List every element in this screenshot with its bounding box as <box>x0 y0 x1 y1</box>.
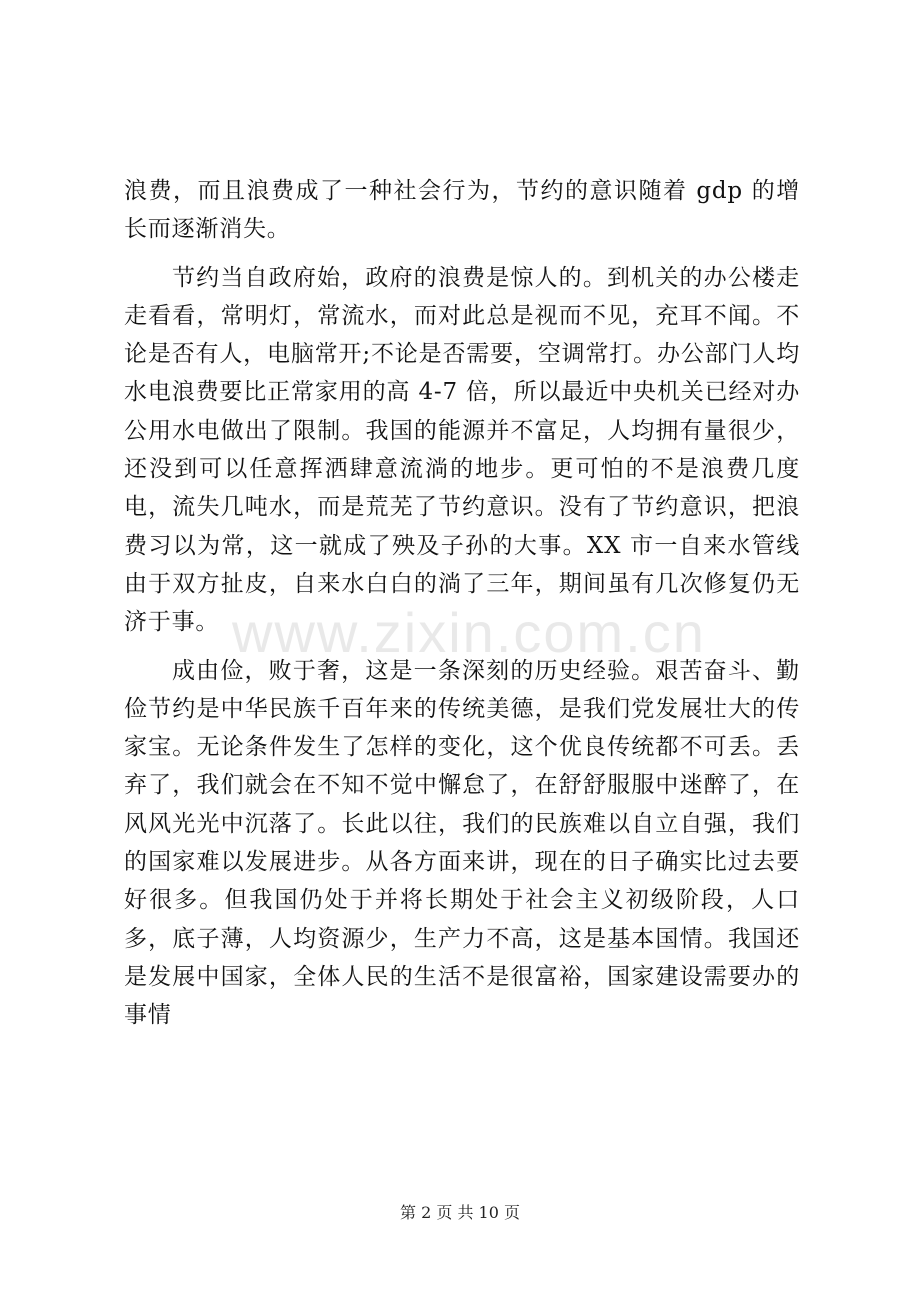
watermark: www.zixin.com.cn <box>232 601 706 664</box>
paragraph-3: 成由俭，败于奢，这是一条深刻的历史经验。艰苦奋斗、勤俭节约是中华民族千百年来的传统美德，是我们党发展壮大的传家宝。无论条件发生了怎样的变化，这个优良传统都不可丢。丢弃了，我们就会在不知不觉中懈怠了，在舒舒服服中迷醉了，在风风光光中沉落了。长此以往，我们的民族难以自立自强，我们的国家难以发展进步。从各方面来讲，现在的日子确实比过去要好很多。但我国仍处于并将长期处于社会主义初级阶段，人口多，底子薄，人均资源少，生产力不高，这是基本国情。我国还是发展中国家，全体人民的生活不是很富裕，国家建设需要办的事情 <box>124 657 800 1029</box>
paragraph-2: 节约当自政府始，政府的浪费是惊人的。到机关的办公楼走走看看，常明灯，常流水，而对此总是视而不见，充耳不闻。不论是否有人，电脑常开;不论是否需要，空调常打。办公部门人均水电浪费要比正常家用的高 4-7 倍，所以最近中央机关已经对办公用水电做出了限制。我国的能源并不富足，人均拥有量很少，还没到可以任意挥洒肆意流淌的地步。更可怕的不是浪费几度电，流失几吨水，而是荒芜了节约意识。没有了节约意识，把浪费习以为常，这一就成了殃及子孙的大事。XX 市一自来水管线由于双方扯皮，自来水白白的淌了三年，期间虽有几次修复仍无济于事。 <box>124 264 800 636</box>
page-footer: 第 2 页 共 10 页 <box>400 1203 520 1222</box>
document-body <box>124 172 800 1035</box>
paragraph-1: 浪费，而且浪费成了一种社会行为，节约的意识随着 gdp 的增长而逐渐消失。 <box>124 178 800 243</box>
